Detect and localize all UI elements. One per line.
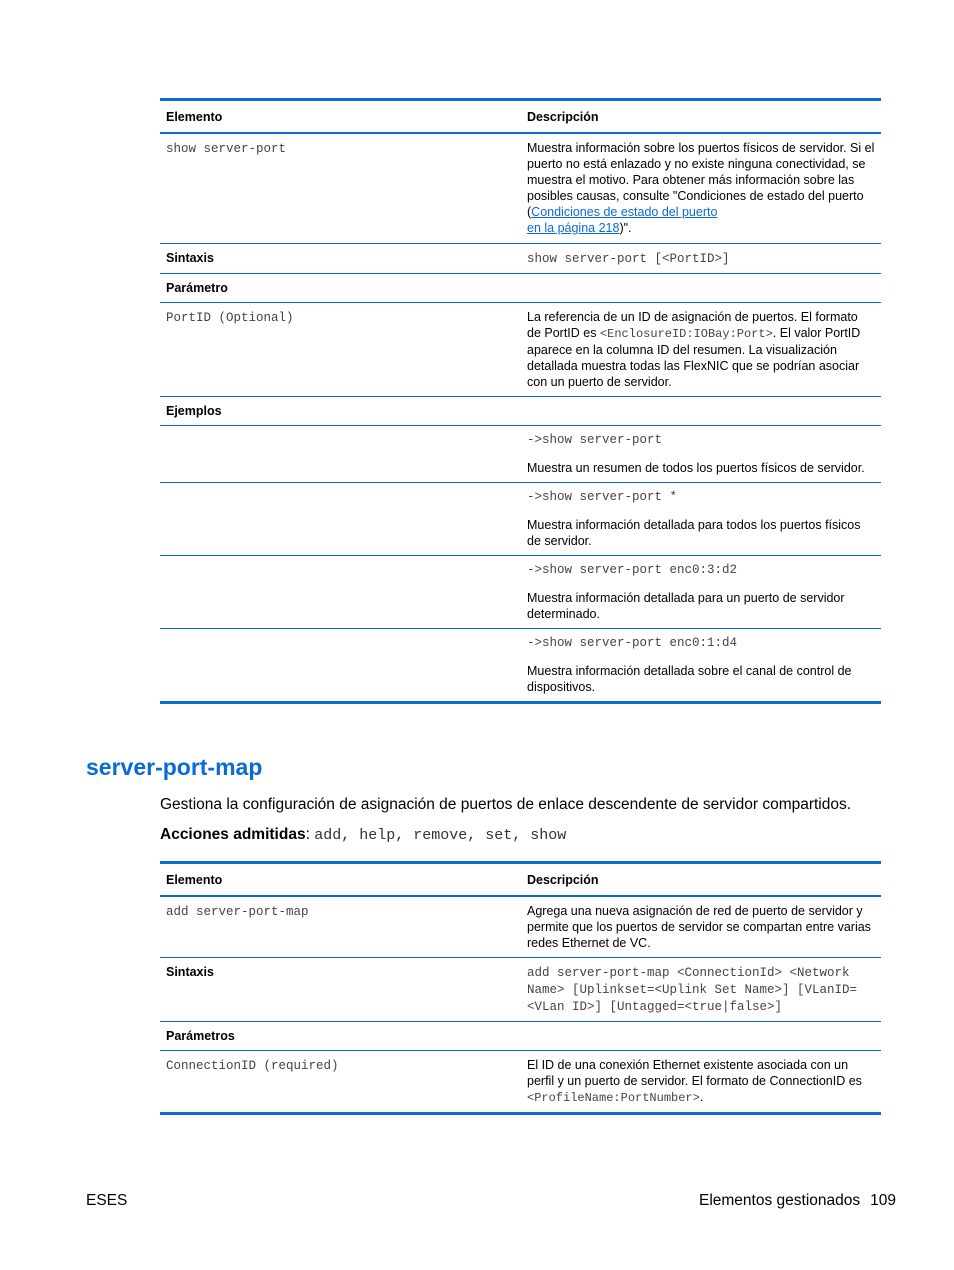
link-text-1[interactable]: Condiciones de estado del puerto xyxy=(531,205,718,219)
table-row xyxy=(160,302,881,396)
command-cell xyxy=(160,896,521,958)
table-row xyxy=(160,896,881,958)
syntax-label: Sintaxis xyxy=(160,243,521,273)
empty-cell xyxy=(160,482,521,555)
param-name: PortID (Optional) xyxy=(166,310,294,325)
param-description xyxy=(521,1051,881,1114)
table-header xyxy=(160,863,881,897)
example-row xyxy=(160,425,881,482)
footer-language: ESES xyxy=(86,1192,128,1209)
params-label: Parámetros xyxy=(160,1022,521,1051)
params-label: Parámetro xyxy=(160,273,521,302)
link-text-2[interactable]: en la página 218 xyxy=(527,221,620,235)
syntax-value-cell xyxy=(521,958,881,1022)
header-descripcion: Descripción xyxy=(521,100,881,134)
example-cell xyxy=(521,628,881,702)
table-row xyxy=(160,243,881,273)
param-cell xyxy=(160,1051,521,1114)
example-command: ->show server-port * xyxy=(527,489,678,504)
table-header xyxy=(160,100,881,134)
actions-separator: : xyxy=(305,826,315,843)
command-description xyxy=(521,133,881,243)
supported-actions xyxy=(160,826,566,844)
example-description: Muestra un resumen de todos los puertos físicos de servidor. xyxy=(527,460,865,475)
footer-page-info xyxy=(699,1192,896,1210)
table-row xyxy=(160,133,881,243)
description-text: Muestra información sobre los puertos físicos de servidor. Si el puerto no está enlazado y no existe ninguna conectividad, se muestra el motivo. Para obtener más información sobre las posibles causas, consulte "Condiciones de estado del puerto ( xyxy=(527,141,875,219)
empty-cell xyxy=(521,396,881,425)
param-desc-end: . El valor PortID aparece en la columna ID del resumen. La visualización detallada muestra todas las FlexNIC que se podrían asociar con un puerto de servidor. xyxy=(527,325,861,389)
section-title: server-port-map xyxy=(86,754,263,780)
section-intro: Gestiona la configuración de asignación de puertos de enlace descendente de servidor compartidos. xyxy=(160,796,852,813)
server-port-map-table xyxy=(160,861,881,1115)
syntax-value: add server-port-map <ConnectionId> <Network Name> [Uplinkset=<Uplink Set Name>] [VLanID=<VLan ID>] [Untagged=<true|false>] xyxy=(527,966,858,1014)
example-row xyxy=(160,555,881,628)
param-name: ConnectionID (required) xyxy=(166,1059,339,1073)
table-row xyxy=(160,273,881,302)
example-command: ->show server-port enc0:1:d4 xyxy=(527,635,738,650)
empty-cell xyxy=(160,425,521,482)
example-command: ->show server-port enc0:3:d2 xyxy=(527,562,738,577)
param-desc-end: . xyxy=(699,1090,704,1104)
syntax-value-cell xyxy=(521,243,881,273)
empty-cell xyxy=(521,1022,881,1051)
example-row xyxy=(160,482,881,555)
table-row xyxy=(160,958,881,1022)
table-row xyxy=(160,1022,881,1051)
server-port-table xyxy=(160,98,881,704)
syntax-value: show server-port [<PortID>] xyxy=(527,251,730,266)
page-number: 109 xyxy=(870,1192,896,1209)
header-descripcion: Descripción xyxy=(521,863,881,897)
empty-cell xyxy=(521,273,881,302)
example-description: Muestra información detallada sobre el canal de control de dispositivos. xyxy=(527,663,852,694)
syntax-label: Sintaxis xyxy=(160,958,521,1022)
example-cell xyxy=(521,482,881,555)
example-cell xyxy=(521,425,881,482)
example-description: Muestra información detallada para un puerto de servidor determinado. xyxy=(527,590,845,621)
param-format: <EnclosureID:IOBay:Port> xyxy=(599,326,773,341)
example-description: Muestra información detallada para todos los puertos físicos de servidor. xyxy=(527,517,861,548)
footer-section: Elementos gestionados xyxy=(698,1192,861,1209)
header-elemento: Elemento xyxy=(160,863,521,897)
param-description xyxy=(521,302,881,396)
header-elemento: Elemento xyxy=(160,100,521,134)
empty-cell xyxy=(160,628,521,702)
example-command: ->show server-port xyxy=(527,432,663,447)
empty-cell xyxy=(160,555,521,628)
param-cell xyxy=(160,302,521,396)
table-row xyxy=(160,396,881,425)
param-desc-text: El ID de una conexión Ethernet existente asociada con un perfil y un puerto de servidor. El formato de ConnectionID es xyxy=(527,1058,862,1088)
command-description: Agrega una nueva asignación de red de puerto de servidor y permite que los puertos de servidor se compartan entre varias redes Ethernet de VC. xyxy=(521,896,881,958)
example-cell xyxy=(521,555,881,628)
actions-label: Acciones admitidas xyxy=(160,826,306,843)
command-name: show server-port xyxy=(166,142,287,156)
command-name: add server-port-map xyxy=(166,905,309,919)
description-end: )". xyxy=(619,221,632,235)
command-cell xyxy=(160,133,521,243)
examples-label: Ejemplos xyxy=(160,396,521,425)
table-row xyxy=(160,1051,881,1114)
actions-list: add, help, remove, set, show xyxy=(314,827,567,844)
param-format: <ProfileName:PortNumber> xyxy=(527,1091,700,1105)
param-desc-text: La referencia de un ID de asignación de puertos. El formato de PortID es xyxy=(527,309,858,340)
example-row xyxy=(160,628,881,702)
